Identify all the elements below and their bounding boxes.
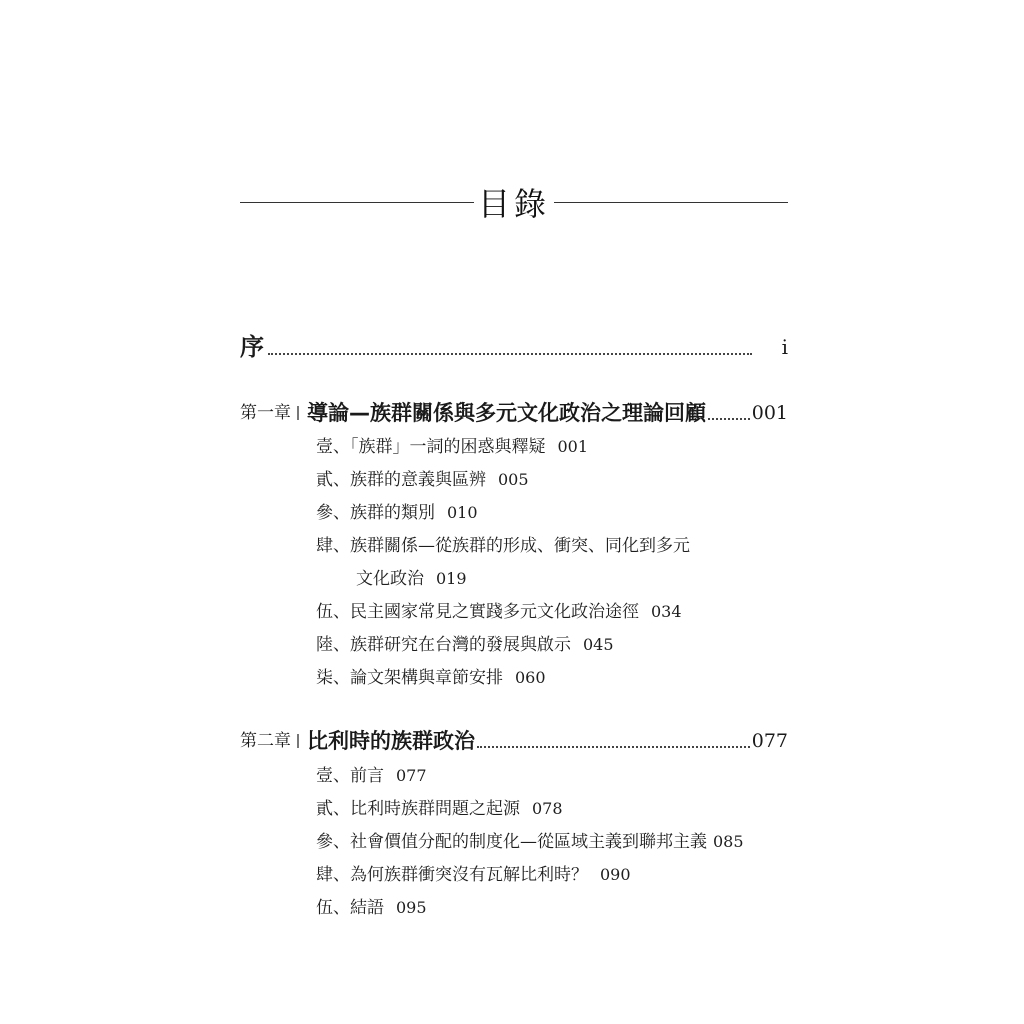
section-page: 034: [651, 602, 682, 621]
section-page: 090: [600, 865, 631, 884]
section-label: 貳、族群的意義與區辨: [316, 470, 486, 490]
title-rule-left: [240, 202, 474, 203]
chapter-divider: [297, 734, 299, 748]
toc-title: 目錄: [478, 185, 551, 223]
section-entry[interactable]: [316, 534, 690, 558]
preface-page: i: [781, 335, 788, 359]
section-label: 貳、比利時族群問題之起源: [316, 799, 520, 819]
section-entry[interactable]: [316, 764, 427, 788]
section-entry[interactable]: [316, 501, 478, 525]
section-entry-continued[interactable]: [356, 567, 467, 591]
section-entry[interactable]: [316, 830, 744, 854]
section-page: 085: [713, 832, 744, 851]
dot-leader: [708, 418, 750, 420]
section-page: 045: [583, 635, 614, 654]
section-label: 參、族群的類別: [316, 503, 435, 523]
section-entry[interactable]: [316, 666, 546, 690]
section-page: 077: [396, 766, 427, 785]
chapter-title: 比利時的族群政治: [307, 729, 475, 753]
chapter-label: 第二章: [240, 731, 291, 751]
section-label-continued: 文化政治: [356, 569, 424, 589]
section-label: 參、社會價值分配的制度化—從區域主義到聯邦主義: [316, 832, 707, 852]
section-label: 柒、論文架構與章節安排: [316, 668, 503, 688]
section-page: 019: [436, 569, 467, 588]
preface-entry[interactable]: [240, 322, 788, 362]
chapter-1-entry[interactable]: [240, 390, 788, 426]
chapter-title: 導論—族群關係與多元文化政治之理論回顧: [307, 401, 706, 425]
chapter-divider: [297, 406, 299, 420]
section-label: 伍、民主國家常見之實踐多元文化政治途徑: [316, 602, 639, 622]
section-page: 078: [532, 799, 563, 818]
section-label: 壹、「族群」一詞的困惑與釋疑: [316, 437, 546, 457]
section-label: 肆、族群關係—從族群的形成、衝突、同化到多元: [316, 536, 690, 556]
section-label: 陸、族群研究在台灣的發展與啟示: [316, 635, 571, 655]
section-entry[interactable]: [316, 896, 427, 920]
section-page: 010: [447, 503, 478, 522]
section-label: 伍、結語: [316, 898, 384, 918]
section-entry[interactable]: [316, 435, 588, 459]
section-entry[interactable]: [316, 797, 563, 821]
section-entry[interactable]: [316, 468, 529, 492]
dot-leader: [268, 353, 752, 355]
dot-leader: [477, 746, 750, 748]
section-entry[interactable]: [316, 600, 682, 624]
section-page: 095: [396, 898, 427, 917]
section-page: 001: [557, 437, 589, 456]
preface-label: 序: [240, 333, 264, 361]
chapter-label: 第一章: [240, 403, 291, 423]
title-rule-right: [554, 202, 788, 203]
section-page: 005: [498, 470, 529, 489]
chapter-page: 001: [751, 402, 788, 424]
section-label: 壹、前言: [316, 766, 384, 786]
section-entry[interactable]: [316, 863, 631, 887]
section-page: 060: [515, 668, 546, 687]
section-entry[interactable]: [316, 633, 614, 657]
chapter-page: 077: [751, 730, 788, 752]
chapter-2-entry[interactable]: [240, 718, 788, 754]
toc-title-row: [240, 178, 788, 226]
section-label: 肆、為何族群衝突沒有瓦解比利時？: [316, 865, 588, 885]
